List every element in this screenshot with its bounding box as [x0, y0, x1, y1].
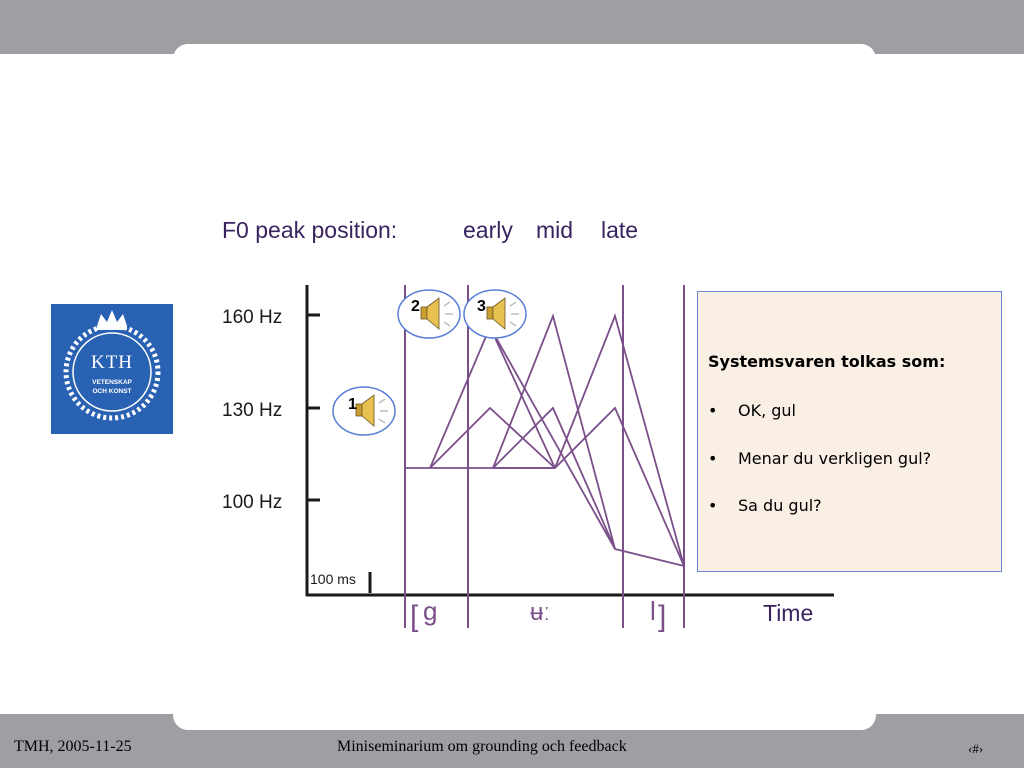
contour-late-high — [555, 316, 684, 566]
scale-label: 100 ms — [310, 571, 356, 587]
logo-main-text: KTH — [90, 352, 134, 373]
label-late: late — [601, 217, 639, 243]
contour-early-high — [430, 327, 555, 468]
list-item-text: Menar du verkligen gul? — [738, 449, 932, 468]
logo-sub-text-2: OCH KONST — [92, 388, 132, 395]
sound-button-1[interactable] — [333, 387, 395, 435]
phoneme-l: l — [650, 596, 656, 626]
contour-early-fall — [490, 327, 615, 549]
bullet: • — [708, 449, 718, 468]
sound-button-3[interactable] — [464, 290, 526, 338]
sound-button-2-number: 2 — [411, 298, 420, 315]
bullet: • — [708, 496, 718, 515]
contour-mid-high — [493, 316, 684, 566]
list-item — [708, 401, 796, 420]
phoneme-open-bracket: [ — [410, 600, 419, 633]
label-early: early — [463, 217, 513, 243]
interpretation-box-title: Systemsvaren tolkas som: — [708, 352, 946, 371]
footer-date: TMH, 2005-11-25 — [14, 738, 132, 755]
y-tick-100: 100 Hz — [222, 492, 283, 513]
contour-early-low — [430, 408, 555, 468]
x-axis-label: Time — [763, 600, 814, 626]
sound-button-2[interactable] — [398, 290, 460, 338]
label-mid: mid — [536, 217, 574, 243]
phoneme-close-bracket: ] — [658, 600, 667, 633]
logo-sub-text-1: VETENSKAP — [92, 379, 132, 386]
bullet: • — [708, 401, 718, 420]
phoneme-u: ʉː — [530, 599, 551, 626]
y-tick-130: 130 Hz — [222, 400, 283, 421]
list-item-text: Sa du gul? — [738, 496, 822, 515]
interpretation-box — [697, 291, 1002, 572]
list-item-text: OK, gul — [738, 401, 796, 420]
sound-button-3-number: 3 — [477, 298, 486, 315]
footer-title: Miniseminarium om grounding och feedback — [337, 738, 627, 755]
list-item — [708, 449, 931, 468]
phoneme-g: g — [423, 596, 438, 626]
diagram-title: F0 peak position: — [222, 217, 398, 243]
slide-number: ‹#› — [968, 741, 984, 756]
sound-button-1-number: 1 — [348, 396, 357, 413]
list-item — [708, 496, 822, 515]
y-tick-160: 160 Hz — [222, 307, 283, 328]
